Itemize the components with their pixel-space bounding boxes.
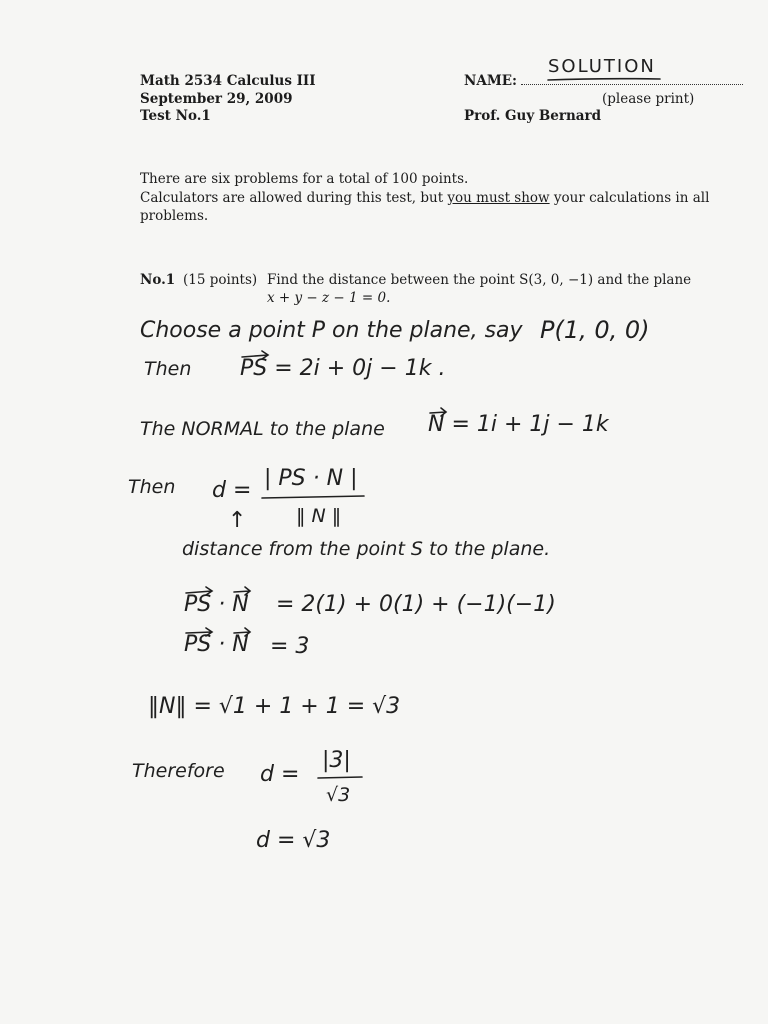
normal-text: The NORMAL to the plane — [140, 418, 385, 440]
normal-vector: N = 1i + 1j − 1k — [428, 412, 609, 437]
dot-expand-rhs: = 2(1) + 0(1) + (−1)(−1) — [276, 592, 556, 617]
dot-result-rhs: = 3 — [270, 634, 310, 659]
distance-note: distance from the point S to the plane. — [182, 538, 551, 560]
therefore-word: Therefore — [132, 760, 225, 782]
name-value: SOLUTION — [548, 56, 656, 77]
n-arrow-3 — [234, 628, 250, 636]
then-word-1: Then — [144, 358, 192, 380]
therefore-denominator: √3 — [326, 784, 351, 806]
therefore-lhs: d = — [260, 762, 300, 787]
instructions-line-1: There are six problems for a total of 100 points. — [140, 171, 469, 187]
fraction-bar-therefore — [318, 777, 362, 778]
ps-arrow-3 — [186, 628, 212, 636]
distance-denominator: ‖ N ‖ — [296, 505, 342, 527]
instructions-emphasis: you must show — [447, 190, 550, 206]
name-label: NAME: — [464, 73, 518, 89]
course-title: Math 2534 Calculus III — [140, 73, 316, 89]
n-arrow — [430, 408, 446, 416]
final-answer: d = √3 — [256, 828, 331, 853]
then-word-2: Then — [128, 476, 176, 498]
problem-statement: Find the distance between the point S(3, 0, −1) and the plane — [267, 272, 692, 288]
dot-expand-lhs: PS · N — [184, 592, 249, 617]
ps-arrow — [242, 351, 268, 359]
instructions-line-2-start: Calculators are allowed during this test, but — [140, 190, 448, 206]
fraction-bar-distance — [262, 496, 364, 498]
test-date: September 29, 2009 — [140, 91, 293, 107]
arrow-icon: ↑ — [228, 508, 247, 533]
n-arrow-2 — [234, 587, 250, 595]
dot-result-lhs: PS · N — [184, 632, 249, 657]
distance-numerator: | PS · N | — [264, 466, 358, 491]
norm-calculation: ‖N‖ = √1 + 1 + 1 = √3 — [148, 694, 401, 719]
instructions-line-3: problems. — [140, 208, 209, 224]
test-number: Test No.1 — [140, 108, 211, 124]
therefore-numerator: |3| — [322, 748, 351, 773]
ps-arrow-2 — [186, 587, 212, 595]
professor-name: Prof. Guy Bernard — [464, 108, 602, 124]
ps-vector: PS = 2i + 0j − 1k . — [240, 356, 446, 381]
instructions-line-2-end: your calculations in all — [549, 190, 710, 206]
distance-lhs: d = — [212, 478, 252, 503]
problem-equation: x + y − z − 1 = 0. — [267, 290, 391, 306]
choose-point-value: P(1, 0, 0) — [540, 316, 650, 344]
please-print-note: (please print) — [602, 91, 695, 107]
problem-points: (15 points) — [183, 272, 258, 288]
name-underline-stroke — [548, 79, 660, 80]
problem-number: No.1 — [140, 272, 176, 288]
choose-point-text: Choose a point P on the plane, say — [140, 318, 523, 343]
